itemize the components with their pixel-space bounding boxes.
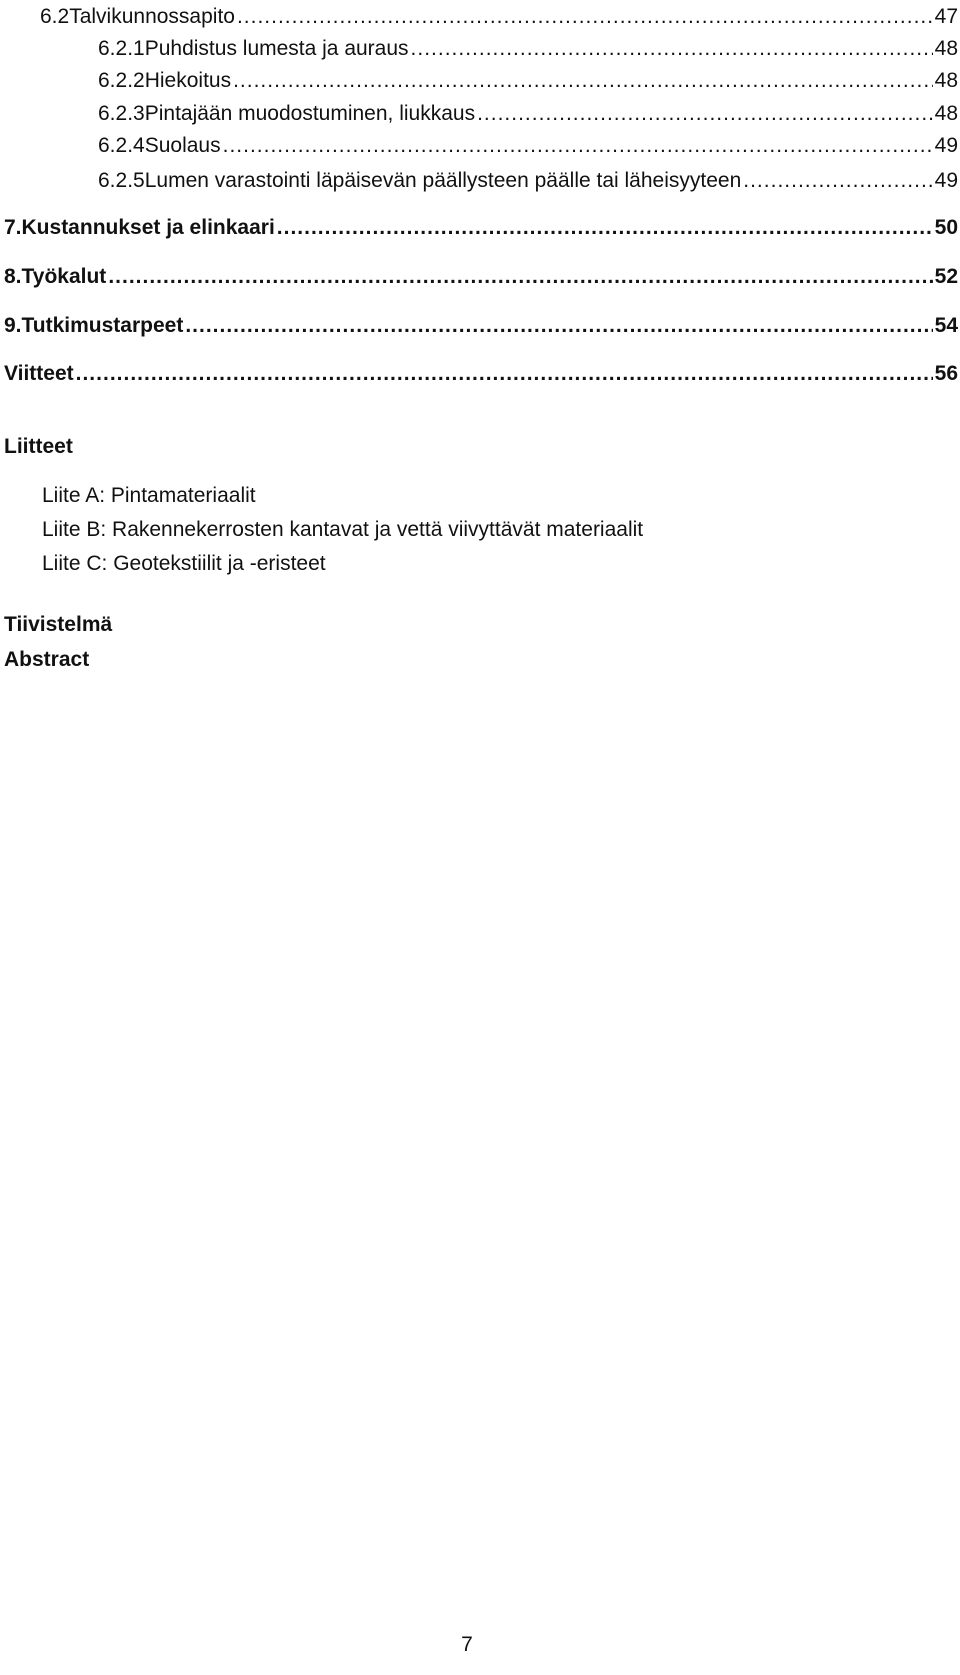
toc-entry[interactable]	[98, 99, 958, 129]
dot-leader	[233, 66, 933, 96]
toc-entry-title: Pintajään muodostuminen, liukkaus	[144, 102, 476, 125]
toc-entry-number: 8.	[4, 265, 22, 288]
summary-heading[interactable]: Tiivistelmä	[4, 613, 113, 636]
toc-entry[interactable]	[40, 2, 958, 32]
toc-entry-page: 54	[934, 314, 958, 337]
toc-entry-page: 48	[934, 102, 958, 125]
dot-leader	[277, 213, 933, 243]
toc-entry[interactable]	[4, 359, 958, 389]
toc-entry-number: 6.2	[40, 5, 70, 28]
dot-leader	[185, 311, 932, 341]
dot-leader	[223, 131, 933, 161]
toc-entry-number: 6.2.5	[98, 169, 145, 192]
toc-entry-page: 56	[934, 362, 958, 385]
toc-entry-page: 49	[934, 134, 958, 157]
dot-leader	[411, 34, 933, 64]
appendix-item[interactable]: Liite B: Rakennekerrosten kantavat ja vettä viivyttävät materiaalit	[42, 518, 644, 541]
toc-entry-number: 6.2.1	[98, 37, 145, 60]
dot-leader	[108, 262, 932, 292]
appendix-item[interactable]: Liite A: Pintamateriaalit	[42, 484, 256, 507]
dot-leader	[76, 359, 933, 389]
toc-entry[interactable]	[4, 213, 958, 243]
toc-entry-title: Hiekoitus	[144, 69, 232, 92]
toc-entry-page: 48	[934, 69, 958, 92]
toc-entry-number: 6.2.4	[98, 134, 145, 157]
toc-entry-page: 47	[934, 5, 958, 28]
toc-entry-number: 6.2.3	[98, 102, 145, 125]
toc-entry-title: Viitteet	[4, 362, 74, 385]
dot-leader	[743, 166, 932, 196]
toc-entry[interactable]	[4, 311, 958, 341]
page-number: 7	[461, 1633, 473, 1656]
toc-entry[interactable]	[98, 166, 958, 196]
toc-entry[interactable]	[98, 34, 958, 64]
toc-entry-number: 7.	[4, 216, 22, 239]
appendices-heading: Liitteet	[4, 435, 73, 458]
toc-entry-title: Työkalut	[21, 265, 107, 288]
toc-entry-number: 9.	[4, 314, 22, 337]
toc-entry-title: Talvikunnossapito	[69, 5, 235, 28]
toc-entry-title: Suolaus	[144, 134, 221, 157]
toc-entry-page: 49	[934, 169, 958, 192]
abstract-heading[interactable]: Abstract	[4, 648, 90, 671]
toc-entry-title: Tutkimustarpeet	[21, 314, 184, 337]
toc-entry-number: 6.2.2	[98, 69, 145, 92]
toc-entry-page: 50	[934, 216, 958, 239]
toc-entry-page: 52	[934, 265, 958, 288]
toc-entry[interactable]	[98, 66, 958, 96]
toc-entry-title: Puhdistus lumesta ja auraus	[144, 37, 409, 60]
toc-entry-page: 48	[934, 37, 958, 60]
toc-entry[interactable]	[98, 131, 958, 161]
dot-leader	[477, 99, 933, 129]
toc-entry[interactable]	[4, 262, 958, 292]
dot-leader	[237, 2, 933, 32]
toc-entry-title: Kustannukset ja elinkaari	[21, 216, 275, 239]
toc-entry-title: Lumen varastointi läpäisevän päällysteen päälle tai läheisyyteen	[144, 169, 742, 192]
appendix-item[interactable]: Liite C: Geotekstiilit ja -eristeet	[42, 552, 326, 575]
